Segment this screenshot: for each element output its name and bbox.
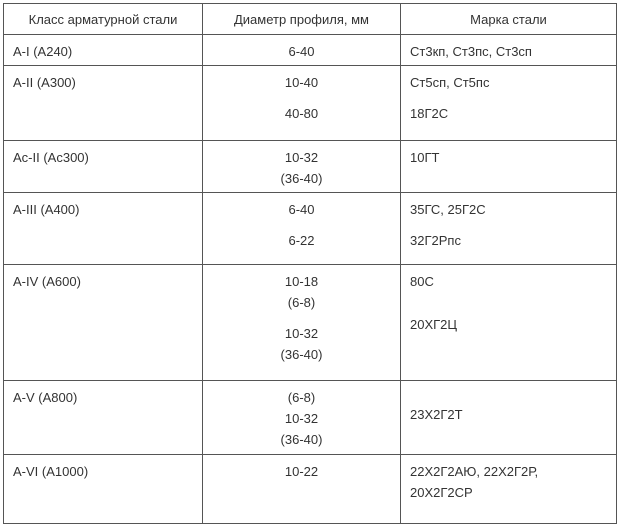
- class-cell: [4, 455, 203, 524]
- table-row: [4, 455, 617, 524]
- diameter-cell: [203, 455, 401, 524]
- grade-value: 80С: [410, 274, 434, 289]
- grade-value: Ст5сп, Ст5пс: [410, 75, 490, 90]
- grade-value: 22Х2Г2АЮ, 22Х2Г2Р,: [410, 464, 539, 479]
- diameter-value: 40-80: [284, 106, 319, 121]
- grade-cell: [401, 455, 617, 524]
- header-row: [4, 4, 617, 35]
- grade-value: 10ГТ: [410, 150, 440, 165]
- class-cell: [4, 381, 203, 455]
- class-label: Ac-II (Ac300): [13, 150, 89, 165]
- diameter-value: 10-18: [284, 274, 319, 289]
- diameter-value: 6-40: [288, 202, 315, 217]
- diameter-value: (36-40): [280, 432, 323, 447]
- diameter-cell: [203, 381, 401, 455]
- class-label: A-VI (A1000): [13, 464, 89, 479]
- class-cell: [4, 35, 203, 66]
- diameter-value: (6-8): [287, 295, 316, 310]
- diameter-value: 6-22: [288, 233, 315, 248]
- header-class: Класс арматурной стали: [4, 4, 203, 35]
- table-row: [4, 35, 617, 66]
- class-cell: [4, 193, 203, 265]
- grade-value: 20Х2Г2СР: [410, 485, 473, 500]
- grade-cell: [401, 193, 617, 265]
- header-diameter: Диаметр профиля, мм: [203, 4, 401, 35]
- grade-value: 18Г2С: [410, 106, 449, 121]
- grade-value: 35ГС, 25Г2С: [410, 202, 486, 217]
- table-row: [4, 381, 617, 455]
- grade-cell: [401, 265, 617, 381]
- grade-value: 32Г2Рпс: [410, 233, 461, 248]
- diameter-cell: [203, 66, 401, 141]
- grade-cell: [401, 381, 617, 455]
- table-row: [4, 141, 617, 193]
- diameter-value: 10-22: [284, 464, 319, 479]
- diameter-cell: [203, 193, 401, 265]
- table-row: [4, 265, 617, 381]
- diameter-value: 10-32: [284, 411, 319, 426]
- diameter-value: (36-40): [280, 347, 323, 362]
- diameter-value: 6-40: [288, 44, 315, 59]
- grade-value: Ст3кп, Ст3пс, Ст3сп: [410, 44, 532, 59]
- diameter-value: 10-40: [284, 75, 319, 90]
- grade-cell: [401, 66, 617, 141]
- class-label: A-V (A800): [13, 390, 78, 405]
- diameter-value: 10-32: [284, 326, 319, 341]
- diameter-value: (6-8): [287, 390, 316, 405]
- diameter-cell: [203, 265, 401, 381]
- class-label: A-I (A240): [13, 44, 73, 59]
- diameter-cell: [203, 141, 401, 193]
- diameter-value: 10-32: [284, 150, 319, 165]
- header-grade: Марка стали: [401, 4, 617, 35]
- diameter-cell: [203, 35, 401, 66]
- class-label: A-IV (A600): [13, 274, 81, 289]
- grade-cell: [401, 141, 617, 193]
- table-row: [4, 193, 617, 265]
- grade-value: 20ХГ2Ц: [410, 317, 458, 332]
- table-row: [4, 66, 617, 141]
- class-label: A-III (A400): [13, 202, 80, 217]
- class-cell: [4, 66, 203, 141]
- diameter-value: (36-40): [280, 171, 323, 186]
- class-cell: [4, 141, 203, 193]
- grade-cell: [401, 35, 617, 66]
- class-label: A-II (A300): [13, 75, 76, 90]
- grade-value: 23Х2Г2Т: [410, 407, 463, 422]
- class-cell: [4, 265, 203, 381]
- steel-grade-table: [3, 3, 617, 524]
